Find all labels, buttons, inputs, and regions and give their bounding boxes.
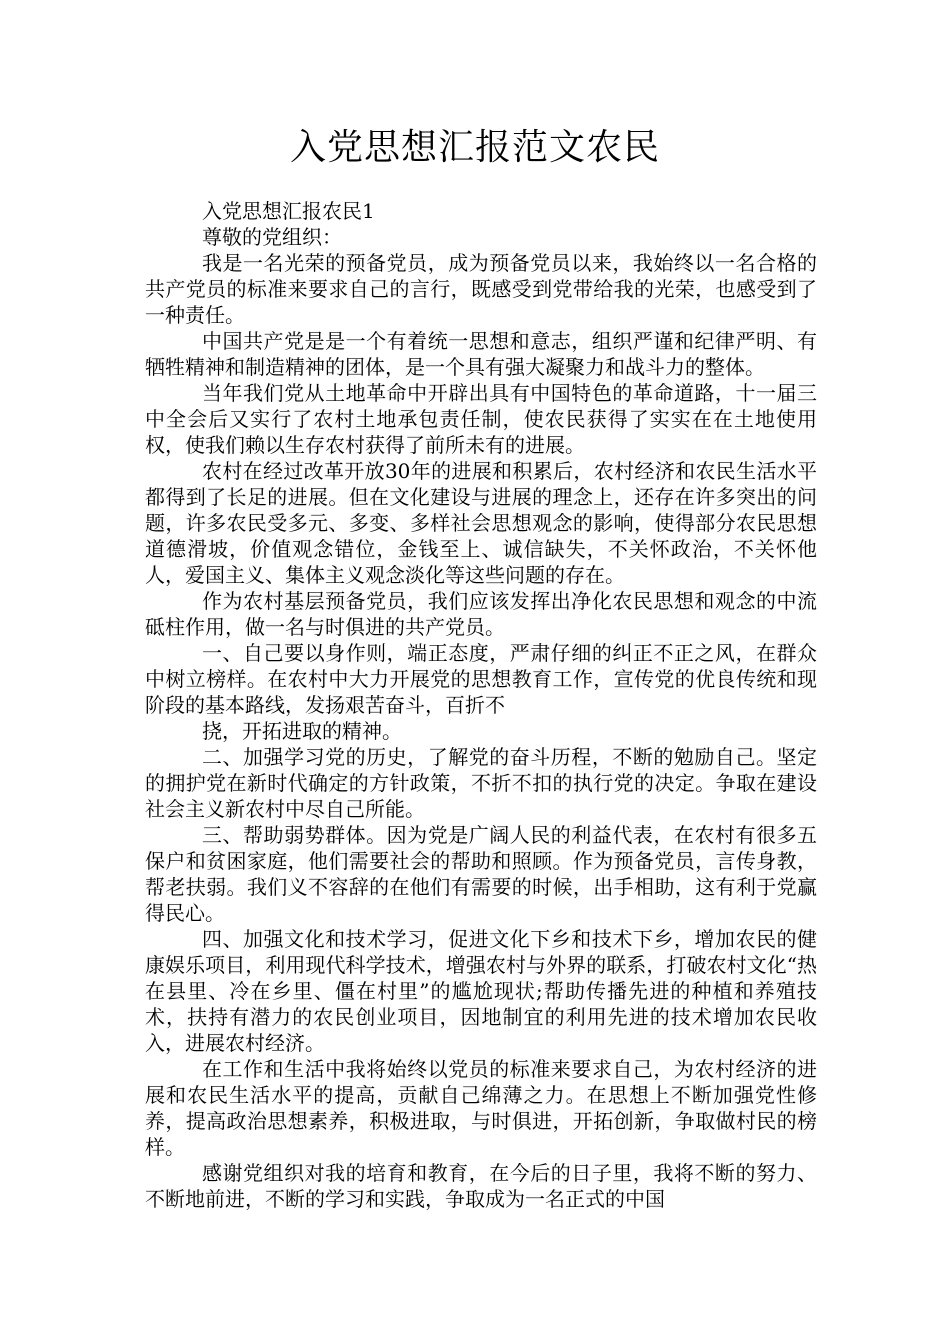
paragraph-heading: 入党思想汇报农民1 [202, 199, 375, 223]
paragraph: 一、自己要以身作则，端正态度，严肃仔细的纠正不正之风，在群众中树立榜样。在农村中大力开展党的思想教育工作，宣传党的优良传统和现阶段的基本路线，发扬艰苦奋斗，百折不 [145, 641, 817, 717]
paragraph: 农村在经过改革开放30年的进展和积累后，农村经济和农民生活水平都得到了长足的进展。但在文化建设与进展的理念上，还存在许多突出的问题，许多农民受多元、多变、多样社会思想观念的影响，使得部分农民思想道德滑坡，价值观念错位，金钱至上、诚信缺失，不关怀政治，不关怀他人，爱国主义、集体主义观念淡化等这些问题的存在。 [145, 459, 817, 587]
paragraph: 二、加强学习党的历史，了解党的奋斗历程，不断的勉励自己。坚定的拥护党在新时代确定的方针政策，不折不扣的执行党的决定。争取在建设社会主义新农村中尽自己所能。 [145, 745, 817, 821]
paragraph-salutation: 尊敬的党组织： [202, 225, 342, 249]
paragraph: 当年我们党从土地革命中开辟出具有中国特色的革命道路，十一届三中全会后又实行了农村土地承包责任制，使农民获得了实实在在土地使用权，使我们赖以生存农村获得了前所未有的进展。 [145, 381, 817, 457]
document-title: 入党思想汇报范文农民 [289, 127, 660, 168]
paragraph: 三、帮助弱势群体。因为党是广阔人民的利益代表，在农村有很多五保户和贫困家庭，他们需要社会的帮助和照顾。作为预备党员，言传身教，帮老扶弱。我们义不容辞的在他们有需要的时候，出手相助，这有利于党赢得民心。 [145, 823, 817, 925]
paragraph: 挠，开拓进取的精神。 [202, 719, 402, 743]
paragraph: 我是一名光荣的预备党员，成为预备党员以来，我始终以一名合格的共产党员的标准来要求自己的言行，既感受到党带给我的光荣，也感受到了一种责任。 [145, 251, 817, 327]
paragraph: 中国共产党是是一个有着统一思想和意志，组织严谨和纪律严明、有牺牲精神和制造精神的团体，是一个具有强大凝聚力和战斗力的整体。 [145, 329, 817, 379]
paragraph: 在工作和生活中我将始终以党员的标准来要求自己，为农村经济的进展和农民生活水平的提高，贡献自己绵薄之力。在思想上不断加强党性修养，提高政治思想素养，积极进取，与时俱进，开拓创新，争取做村民的榜样。 [145, 1057, 817, 1159]
document-body [145, 198, 817, 1212]
paragraph: 作为农村基层预备党员，我们应该发挥出净化农民思想和观念的中流砥柱作用，做一名与时俱进的共产党员。 [145, 589, 817, 639]
paragraph: 感谢党组织对我的培育和教育，在今后的日子里，我将不断的努力、不断地前进，不断的学习和实践，争取成为一名正式的中国 [145, 1161, 817, 1211]
paragraph: 四、加强文化和技术学习，促进文化下乡和技术下乡，增加农民的健康娱乐项目，利用现代科学技术，增强农村与外界的联系，打破农村文化“热在县里、冷在乡里、僵在村里”的尴尬现状;帮助传播先进的种植和养殖技术，扶持有潜力的农民创业项目，因地制宜的利用先进的技术增加农民收入，进展农村经济。 [145, 927, 817, 1055]
